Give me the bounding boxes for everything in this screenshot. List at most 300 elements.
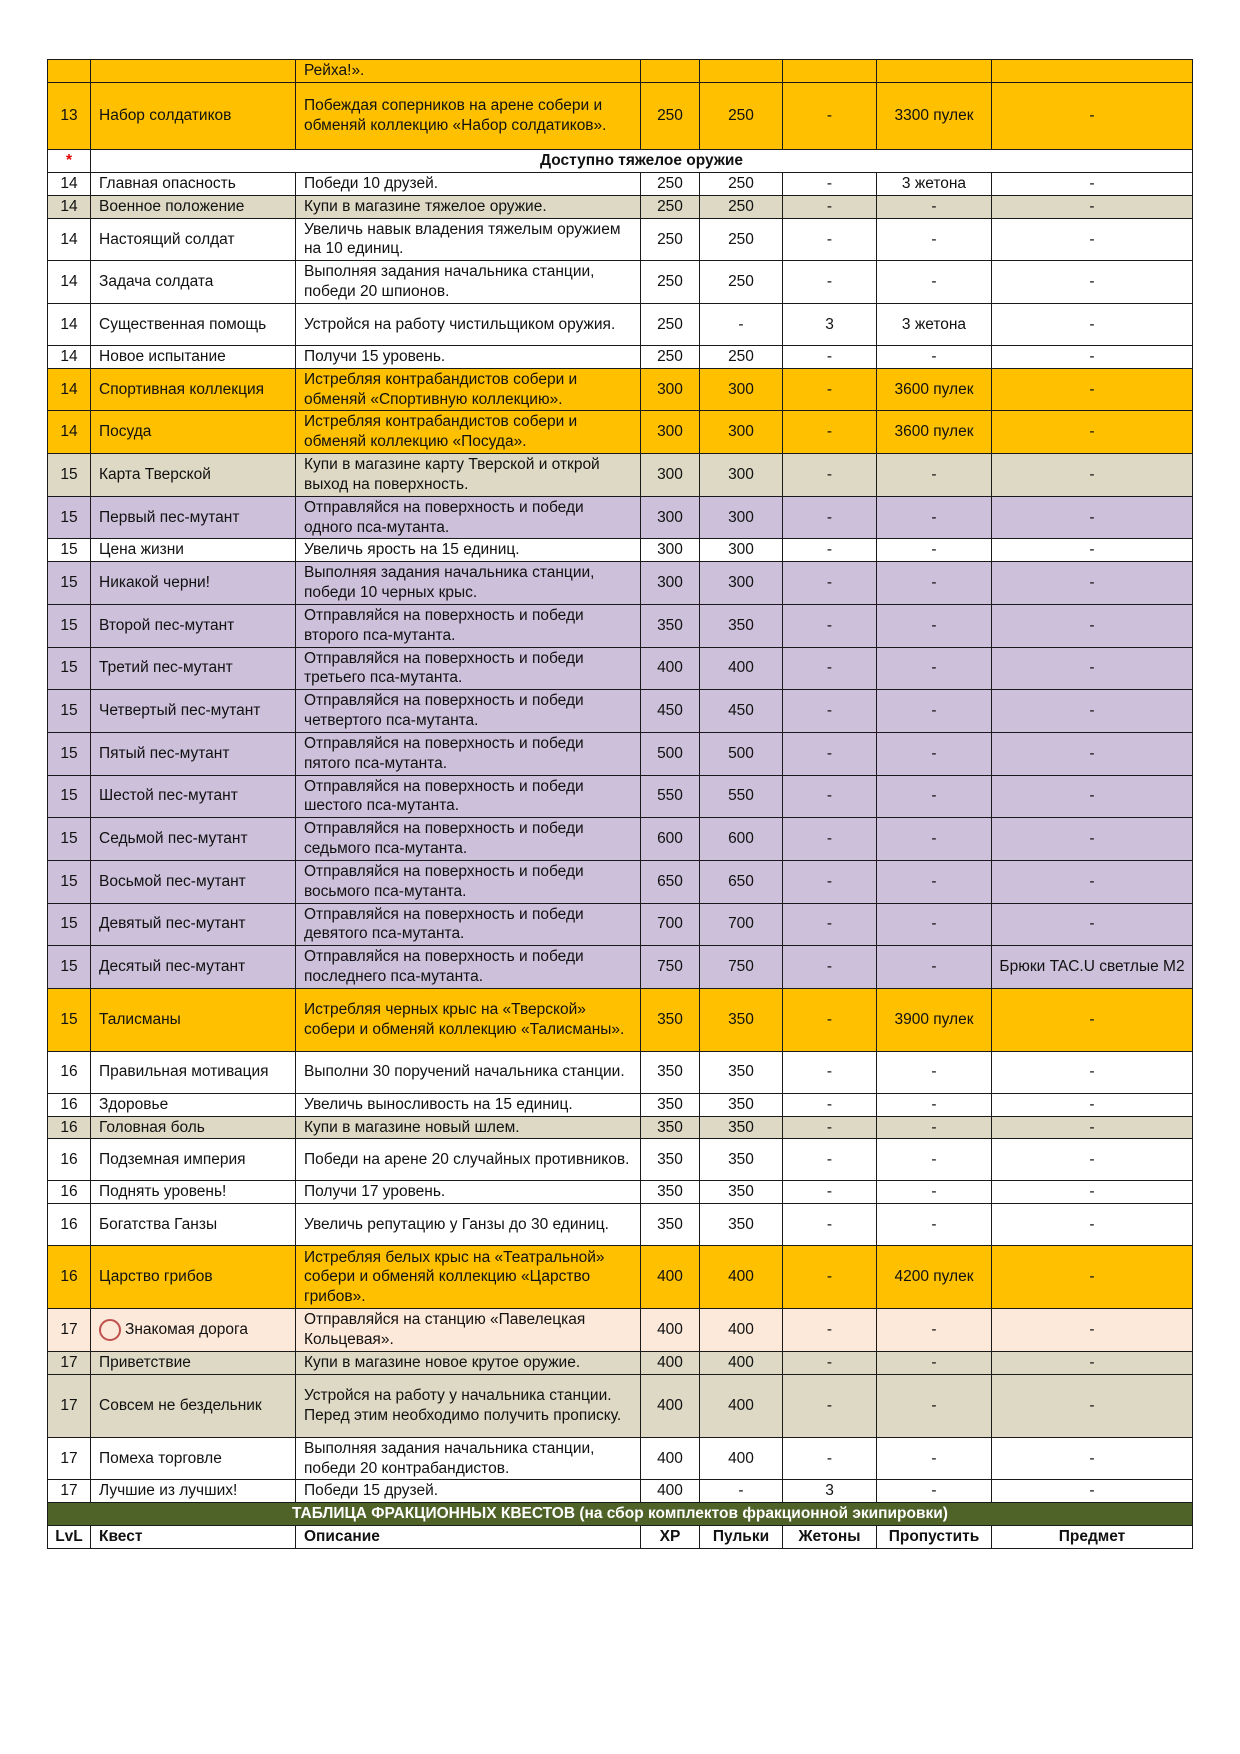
cell-description: Получи 17 уровень. xyxy=(296,1181,641,1204)
table-row xyxy=(48,411,1193,454)
table-row xyxy=(48,83,1193,150)
cell-bullets: 500 xyxy=(700,732,783,775)
table-row xyxy=(48,496,1193,539)
cell-description: Выполняя задания начальника станции, победи 20 шпионов. xyxy=(296,261,641,304)
cell-bullets: 300 xyxy=(700,411,783,454)
cell-description: Устройся на работу у начальника станции. Перед этим необходимо получить прописку. xyxy=(296,1374,641,1437)
cell-lvl: 15 xyxy=(48,732,91,775)
cell-tokens: - xyxy=(783,1351,877,1374)
cell-xp: 250 xyxy=(641,303,700,345)
cell-xp: 400 xyxy=(641,1480,700,1503)
cell-xp: 350 xyxy=(641,1139,700,1181)
cell-description: Увеличь ярость на 15 единиц. xyxy=(296,539,641,562)
cell-lvl: 15 xyxy=(48,988,91,1051)
cell-lvl: 14 xyxy=(48,218,91,261)
cell-skip: - xyxy=(877,1374,992,1437)
cell-lvl: 15 xyxy=(48,539,91,562)
cell-lvl: 14 xyxy=(48,195,91,218)
table-row xyxy=(48,775,1193,818)
cell-xp xyxy=(641,60,700,83)
cell-quest: Задача солдата xyxy=(91,261,296,304)
cell-skip: 3300 пулек xyxy=(877,83,992,150)
column-header-bullets: Пульки xyxy=(700,1526,783,1549)
cell-bullets: 450 xyxy=(700,690,783,733)
table-row xyxy=(48,1116,1193,1139)
cell-bullets: 250 xyxy=(700,218,783,261)
table-row xyxy=(48,946,1193,989)
table-row xyxy=(48,261,1193,304)
cell-lvl: 14 xyxy=(48,173,91,196)
red-circle-marker-icon xyxy=(99,1319,121,1341)
cell-description: Отправляйся на поверхность и победи четвертого пса-мутанта. xyxy=(296,690,641,733)
cell-item: - xyxy=(992,1139,1193,1181)
cell-skip: - xyxy=(877,1051,992,1093)
table-row xyxy=(48,647,1193,690)
cell-quest: Подземная империя xyxy=(91,1139,296,1181)
cell-skip: - xyxy=(877,345,992,368)
cell-item: - xyxy=(992,195,1193,218)
cell-skip: - xyxy=(877,647,992,690)
cell-xp: 650 xyxy=(641,860,700,903)
cell-quest: Седьмой пес-мутант xyxy=(91,818,296,861)
cell-bullets: 250 xyxy=(700,173,783,196)
cell-tokens: - xyxy=(783,1051,877,1093)
cell-item: - xyxy=(992,988,1193,1051)
cell-item: - xyxy=(992,539,1193,562)
cell-skip xyxy=(877,60,992,83)
table-row xyxy=(48,218,1193,261)
cell-skip: - xyxy=(877,218,992,261)
cell-xp: 300 xyxy=(641,368,700,411)
cell-item: - xyxy=(992,1480,1193,1503)
column-header-xp: XP xyxy=(641,1526,700,1549)
cell-bullets: 250 xyxy=(700,83,783,150)
table-row xyxy=(48,1437,1193,1480)
cell-tokens: - xyxy=(783,1181,877,1204)
cell-bullets: 550 xyxy=(700,775,783,818)
cell-lvl: 14 xyxy=(48,411,91,454)
cell-bullets: 250 xyxy=(700,261,783,304)
column-header-lvl: LvL xyxy=(48,1526,91,1549)
cell-lvl: 15 xyxy=(48,818,91,861)
cell-description: Отправляйся на поверхность и победи восьмого пса-мутанта. xyxy=(296,860,641,903)
table-row xyxy=(48,1246,1193,1309)
cell-item: Брюки TAC.U светлые M2 xyxy=(992,946,1193,989)
column-header-skip: Пропустить xyxy=(877,1526,992,1549)
table-row-continued xyxy=(48,60,1193,83)
cell-skip: 4200 пулек xyxy=(877,1246,992,1309)
cell-bullets: 600 xyxy=(700,818,783,861)
cell-quest: Военное положение xyxy=(91,195,296,218)
cell-bullets: 400 xyxy=(700,1351,783,1374)
cell-description: Купи в магазине новое крутое оружие. xyxy=(296,1351,641,1374)
quest-name: Знакомая дорога xyxy=(125,1321,248,1339)
cell-quest: Существенная помощь xyxy=(91,303,296,345)
cell-tokens: - xyxy=(783,1204,877,1246)
cell-item: - xyxy=(992,368,1193,411)
cell-tokens: - xyxy=(783,218,877,261)
cell-skip: - xyxy=(877,903,992,946)
cell-lvl: 17 xyxy=(48,1351,91,1374)
cell-item: - xyxy=(992,173,1193,196)
cell-description: Победи 15 друзей. xyxy=(296,1480,641,1503)
cell-quest: Талисманы xyxy=(91,988,296,1051)
faction-quests-banner xyxy=(48,1503,1193,1526)
cell-description: Победи 10 друзей. xyxy=(296,173,641,196)
cell-quest: Богатства Ганзы xyxy=(91,1204,296,1246)
cell-bullets: 300 xyxy=(700,368,783,411)
cell-xp: 250 xyxy=(641,195,700,218)
cell-bullets: 250 xyxy=(700,195,783,218)
cell-quest: Приветствие xyxy=(91,1351,296,1374)
cell-lvl: 13 xyxy=(48,83,91,150)
table-row xyxy=(48,1139,1193,1181)
table-row xyxy=(48,988,1193,1051)
cell-description: Выполняя задания начальника станции, победи 20 контрабандистов. xyxy=(296,1437,641,1480)
cell-skip: - xyxy=(877,818,992,861)
cell-skip: - xyxy=(877,732,992,775)
section-title: Доступно тяжелое оружие xyxy=(91,150,1193,173)
cell-bullets: 400 xyxy=(700,1309,783,1352)
cell-lvl xyxy=(48,60,91,83)
table-row xyxy=(48,539,1193,562)
cell-tokens: - xyxy=(783,690,877,733)
cell-tokens xyxy=(783,60,877,83)
cell-bullets: 400 xyxy=(700,1437,783,1480)
cell-description: Отправляйся на поверхность и победи девятого пса-мутанта. xyxy=(296,903,641,946)
cell-description: Истребляя контрабандистов собери и обменяй «Спортивную коллекцию». xyxy=(296,368,641,411)
cell-tokens: - xyxy=(783,368,877,411)
cell-bullets: 350 xyxy=(700,1093,783,1116)
cell-xp: 300 xyxy=(641,562,700,605)
cell-tokens: - xyxy=(783,411,877,454)
cell-lvl: 14 xyxy=(48,368,91,411)
table-row xyxy=(48,1051,1193,1093)
cell-item: - xyxy=(992,454,1193,497)
cell-quest: Новое испытание xyxy=(91,345,296,368)
red-asterisk-marker: * xyxy=(48,150,91,173)
cell-skip: - xyxy=(877,775,992,818)
table-row xyxy=(48,1204,1193,1246)
cell-xp: 400 xyxy=(641,647,700,690)
cell-tokens: - xyxy=(783,195,877,218)
cell-lvl: 16 xyxy=(48,1051,91,1093)
cell-item: - xyxy=(992,1093,1193,1116)
cell-bullets: 400 xyxy=(700,1374,783,1437)
cell-xp: 350 xyxy=(641,1116,700,1139)
cell-description: Отправляйся на поверхность и победи седьмого пса-мутанта. xyxy=(296,818,641,861)
cell-item: - xyxy=(992,1351,1193,1374)
cell-xp: 350 xyxy=(641,1204,700,1246)
cell-quest: Никакой черни! xyxy=(91,562,296,605)
cell-xp: 600 xyxy=(641,818,700,861)
cell-description: Выполняя задания начальника станции, победи 10 черных крыс. xyxy=(296,562,641,605)
cell-description: Отправляйся на станцию «Павелецкая Кольцевая». xyxy=(296,1309,641,1352)
cell-bullets: 650 xyxy=(700,860,783,903)
cell-tokens: - xyxy=(783,604,877,647)
cell-item: - xyxy=(992,411,1193,454)
cell-bullets: 350 xyxy=(700,1051,783,1093)
cell-skip: - xyxy=(877,261,992,304)
cell-description: Истребляя контрабандистов собери и обменяй коллекцию «Посуда». xyxy=(296,411,641,454)
cell-description: Отправляйся на поверхность и победи третьего пса-мутанта. xyxy=(296,647,641,690)
cell-lvl: 15 xyxy=(48,690,91,733)
cell-quest: Посуда xyxy=(91,411,296,454)
cell-description: Отправляйся на поверхность и победи пятого пса-мутанта. xyxy=(296,732,641,775)
cell-quest: Второй пес-мутант xyxy=(91,604,296,647)
cell-skip: 3 жетона xyxy=(877,173,992,196)
quest-with-marker xyxy=(99,1319,287,1341)
cell-item: - xyxy=(992,818,1193,861)
cell-lvl: 16 xyxy=(48,1093,91,1116)
cell-tokens: 3 xyxy=(783,1480,877,1503)
cell-xp: 300 xyxy=(641,539,700,562)
cell-lvl: 15 xyxy=(48,946,91,989)
cell-item: - xyxy=(992,690,1193,733)
cell-tokens: - xyxy=(783,903,877,946)
table-row xyxy=(48,732,1193,775)
cell-bullets xyxy=(700,60,783,83)
quest-table xyxy=(47,59,1193,1549)
cell-xp: 550 xyxy=(641,775,700,818)
cell-tokens: - xyxy=(783,988,877,1051)
cell-xp: 400 xyxy=(641,1351,700,1374)
table-row xyxy=(48,303,1193,345)
cell-item: - xyxy=(992,1246,1193,1309)
cell-quest: Пятый пес-мутант xyxy=(91,732,296,775)
cell-xp: 250 xyxy=(641,218,700,261)
cell-xp: 250 xyxy=(641,261,700,304)
cell-skip: - xyxy=(877,1309,992,1352)
cell-xp: 400 xyxy=(641,1374,700,1437)
cell-xp: 700 xyxy=(641,903,700,946)
cell-quest: Помеха торговле xyxy=(91,1437,296,1480)
cell-quest: Карта Тверской xyxy=(91,454,296,497)
cell-bullets: 400 xyxy=(700,1246,783,1309)
column-header-tokens: Жетоны xyxy=(783,1526,877,1549)
cell-item: - xyxy=(992,1204,1193,1246)
cell-tokens: - xyxy=(783,345,877,368)
cell-tokens: - xyxy=(783,496,877,539)
column-header-row xyxy=(48,1526,1193,1549)
cell-quest: Правильная мотивация xyxy=(91,1051,296,1093)
cell-tokens: - xyxy=(783,1437,877,1480)
table-row xyxy=(48,1351,1193,1374)
cell-tokens: - xyxy=(783,946,877,989)
cell-tokens: - xyxy=(783,1309,877,1352)
cell-lvl: 15 xyxy=(48,903,91,946)
cell-skip: 3600 пулек xyxy=(877,411,992,454)
cell-quest: Настоящий солдат xyxy=(91,218,296,261)
cell-skip: - xyxy=(877,1139,992,1181)
cell-tokens: - xyxy=(783,775,877,818)
cell-item: - xyxy=(992,496,1193,539)
cell-description: Купи в магазине новый шлем. xyxy=(296,1116,641,1139)
cell-bullets: 750 xyxy=(700,946,783,989)
cell-lvl: 15 xyxy=(48,860,91,903)
cell-tokens: - xyxy=(783,732,877,775)
cell-description: Истребляя черных крыс на «Тверской» собери и обменяй коллекцию «Талисманы». xyxy=(296,988,641,1051)
table-row xyxy=(48,562,1193,605)
table-body xyxy=(48,60,1193,1503)
cell-lvl: 17 xyxy=(48,1437,91,1480)
cell-tokens: 3 xyxy=(783,303,877,345)
cell-skip: 3 жетона xyxy=(877,303,992,345)
cell-skip: - xyxy=(877,195,992,218)
cell-bullets: - xyxy=(700,1480,783,1503)
cell-xp: 300 xyxy=(641,454,700,497)
cell-skip: - xyxy=(877,539,992,562)
cell-tokens: - xyxy=(783,1116,877,1139)
cell-xp: 400 xyxy=(641,1309,700,1352)
column-header-quest: Квест xyxy=(91,1526,296,1549)
cell-description: Выполни 30 поручений начальника станции. xyxy=(296,1051,641,1093)
cell-description: Побеждая соперников на арене собери и обменяй коллекцию «Набор солдатиков». xyxy=(296,83,641,150)
cell-skip: - xyxy=(877,562,992,605)
cell-item: - xyxy=(992,218,1193,261)
cell-item: - xyxy=(992,1181,1193,1204)
cell-skip: - xyxy=(877,454,992,497)
cell-xp: 250 xyxy=(641,83,700,150)
cell-item: - xyxy=(992,647,1193,690)
cell-item: - xyxy=(992,903,1193,946)
cell-lvl: 17 xyxy=(48,1374,91,1437)
cell-item: - xyxy=(992,303,1193,345)
cell-item: - xyxy=(992,83,1193,150)
cell-quest: Головная боль xyxy=(91,1116,296,1139)
cell-quest: Девятый пес-мутант xyxy=(91,903,296,946)
cell-lvl: 17 xyxy=(48,1480,91,1503)
cell-xp: 750 xyxy=(641,946,700,989)
cell-skip: 3600 пулек xyxy=(877,368,992,411)
cell-xp: 500 xyxy=(641,732,700,775)
cell-tokens: - xyxy=(783,562,877,605)
cell-tokens: - xyxy=(783,173,877,196)
cell-quest xyxy=(91,60,296,83)
cell-skip: - xyxy=(877,1480,992,1503)
cell-skip: - xyxy=(877,690,992,733)
cell-lvl: 16 xyxy=(48,1181,91,1204)
cell-lvl: 15 xyxy=(48,604,91,647)
cell-bullets: 350 xyxy=(700,604,783,647)
table-row xyxy=(48,195,1193,218)
table-row xyxy=(48,604,1193,647)
cell-item: - xyxy=(992,261,1193,304)
cell-quest: Первый пес-мутант xyxy=(91,496,296,539)
cell-lvl: 16 xyxy=(48,1204,91,1246)
cell-bullets: 350 xyxy=(700,1139,783,1181)
table-row xyxy=(48,818,1193,861)
cell-tokens: - xyxy=(783,454,877,497)
cell-quest: Четвертый пес-мутант xyxy=(91,690,296,733)
cell-item: - xyxy=(992,1116,1193,1139)
cell-xp: 250 xyxy=(641,173,700,196)
cell-description: Истребляя белых крыс на «Театральной» собери и обменяй коллекцию «Царство грибов». xyxy=(296,1246,641,1309)
cell-quest: Десятый пес-мутант xyxy=(91,946,296,989)
cell-bullets: 350 xyxy=(700,988,783,1051)
cell-item: - xyxy=(992,604,1193,647)
table-footer xyxy=(48,1503,1193,1549)
column-header-item: Предмет xyxy=(992,1526,1193,1549)
cell-skip: - xyxy=(877,1204,992,1246)
cell-item: - xyxy=(992,775,1193,818)
cell-quest: Спортивная коллекция xyxy=(91,368,296,411)
table-row xyxy=(48,1309,1193,1352)
cell-xp: 350 xyxy=(641,1093,700,1116)
cell-skip: - xyxy=(877,946,992,989)
cell-bullets: 400 xyxy=(700,647,783,690)
table-row xyxy=(48,860,1193,903)
cell-xp: 350 xyxy=(641,988,700,1051)
cell-quest xyxy=(91,1309,296,1352)
cell-lvl: 16 xyxy=(48,1139,91,1181)
cell-tokens: - xyxy=(783,539,877,562)
cell-bullets: 300 xyxy=(700,496,783,539)
cell-quest: Поднять уровень! xyxy=(91,1181,296,1204)
cell-bullets: 250 xyxy=(700,345,783,368)
cell-tokens: - xyxy=(783,860,877,903)
cell-quest: Царство грибов xyxy=(91,1246,296,1309)
cell-lvl: 14 xyxy=(48,345,91,368)
banner-title: ТАБЛИЦА ФРАКЦИОННЫХ КВЕСТОВ (на сбор комплектов фракционной экипировки) xyxy=(48,1503,1193,1526)
cell-description: Увеличь репутацию у Ганзы до 30 единиц. xyxy=(296,1204,641,1246)
cell-skip: - xyxy=(877,860,992,903)
cell-lvl: 16 xyxy=(48,1116,91,1139)
table-row xyxy=(48,1093,1193,1116)
cell-description: Получи 15 уровень. xyxy=(296,345,641,368)
cell-lvl: 15 xyxy=(48,454,91,497)
table-row xyxy=(48,1374,1193,1437)
cell-bullets: 300 xyxy=(700,562,783,605)
cell-skip: - xyxy=(877,496,992,539)
cell-description: Отправляйся на поверхность и победи одного пса-мутанта. xyxy=(296,496,641,539)
cell-skip: - xyxy=(877,1181,992,1204)
cell-skip: - xyxy=(877,1093,992,1116)
cell-tokens: - xyxy=(783,1139,877,1181)
cell-xp: 300 xyxy=(641,411,700,454)
cell-xp: 250 xyxy=(641,345,700,368)
cell-tokens: - xyxy=(783,1093,877,1116)
cell-item: - xyxy=(992,732,1193,775)
cell-lvl: 17 xyxy=(48,1309,91,1352)
table-row xyxy=(48,368,1193,411)
cell-bullets: 300 xyxy=(700,454,783,497)
cell-xp: 350 xyxy=(641,1051,700,1093)
cell-tokens: - xyxy=(783,647,877,690)
cell-description: Отправляйся на поверхность и победи второго пса-мутанта. xyxy=(296,604,641,647)
cell-item xyxy=(992,60,1193,83)
cell-quest: Цена жизни xyxy=(91,539,296,562)
cell-xp: 350 xyxy=(641,604,700,647)
cell-item: - xyxy=(992,1374,1193,1437)
cell-description: Купи в магазине карту Тверской и открой выход на поверхность. xyxy=(296,454,641,497)
cell-description: Увеличь выносливость на 15 единиц. xyxy=(296,1093,641,1116)
cell-item: - xyxy=(992,345,1193,368)
cell-item: - xyxy=(992,860,1193,903)
cell-item: - xyxy=(992,1309,1193,1352)
cell-skip: - xyxy=(877,1116,992,1139)
cell-quest: Третий пес-мутант xyxy=(91,647,296,690)
column-header-description: Описание xyxy=(296,1526,641,1549)
cell-tokens: - xyxy=(783,1374,877,1437)
cell-description: Победи на арене 20 случайных противников. xyxy=(296,1139,641,1181)
cell-skip: 3900 пулек xyxy=(877,988,992,1051)
cell-quest: Совсем не бездельник xyxy=(91,1374,296,1437)
cell-item: - xyxy=(992,1051,1193,1093)
table-row xyxy=(48,690,1193,733)
cell-description: Увеличь навык владения тяжелым оружием на 10 единиц. xyxy=(296,218,641,261)
cell-lvl: 15 xyxy=(48,562,91,605)
